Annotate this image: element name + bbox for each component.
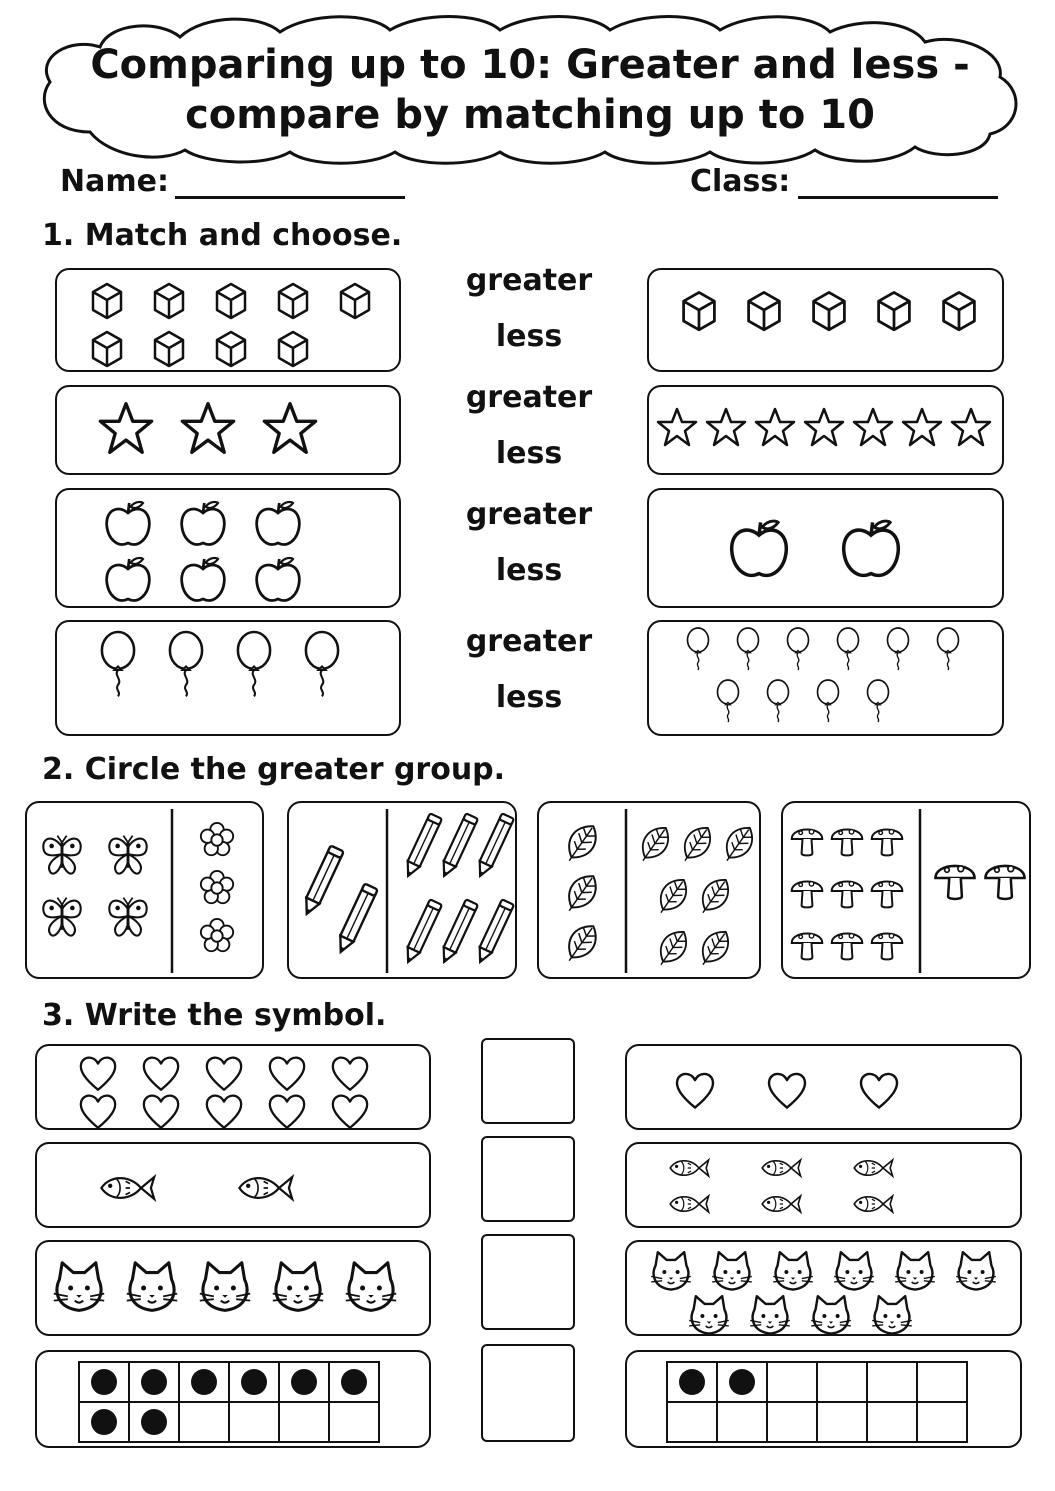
apple-icon bbox=[107, 502, 150, 544]
cat-icon bbox=[127, 1263, 177, 1311]
counter-dot bbox=[91, 1409, 117, 1435]
balloon-icon bbox=[768, 680, 789, 722]
star-icon bbox=[182, 404, 233, 453]
ten-frame-icon bbox=[667, 1362, 967, 1442]
balloon-icon bbox=[688, 628, 709, 670]
right-group-box-1 bbox=[647, 268, 1004, 372]
cat-icon bbox=[273, 1263, 323, 1311]
compare-panel-1 bbox=[25, 801, 264, 979]
section-1-heading: 1. Match and choose. bbox=[42, 218, 403, 253]
cat-icon bbox=[895, 1252, 935, 1289]
ten-frame-icon bbox=[79, 1362, 379, 1442]
mushroom-icon bbox=[872, 830, 903, 856]
cat-icon bbox=[712, 1252, 752, 1289]
counter-dot bbox=[679, 1369, 705, 1395]
star-icon bbox=[658, 409, 696, 445]
star-icon bbox=[264, 404, 315, 453]
compare-panel-2 bbox=[287, 801, 517, 979]
apple-icon bbox=[107, 558, 150, 600]
cube-icon bbox=[93, 284, 121, 318]
leaf-icon bbox=[694, 925, 736, 971]
heart-icon bbox=[333, 1058, 367, 1090]
star-icon bbox=[805, 409, 843, 445]
cat-icon bbox=[346, 1263, 396, 1311]
cat-icon bbox=[689, 1296, 729, 1333]
symbol-left-box-4 bbox=[35, 1350, 431, 1448]
left-group-box-4 bbox=[55, 620, 401, 736]
balloon-icon bbox=[102, 632, 134, 696]
cube-icon bbox=[341, 284, 369, 318]
heart-icon bbox=[207, 1096, 241, 1128]
section-2-heading: 2. Circle the greater group. bbox=[42, 752, 506, 787]
symbol-answer-box-1[interactable] bbox=[481, 1038, 575, 1124]
mushroom-icon bbox=[872, 882, 903, 908]
compare-panel-3 bbox=[537, 801, 761, 979]
option-less-1[interactable]: less bbox=[495, 319, 563, 354]
option-greater-2[interactable]: greater bbox=[465, 380, 593, 415]
symbol-answer-box-2[interactable] bbox=[481, 1136, 575, 1222]
balloon-icon bbox=[888, 628, 909, 670]
leaf-icon bbox=[694, 873, 736, 919]
symbol-right-box-2 bbox=[625, 1142, 1022, 1228]
cube-icon bbox=[684, 292, 715, 329]
symbol-left-box-3 bbox=[35, 1240, 431, 1336]
name-field[interactable] bbox=[175, 196, 405, 199]
pencil-icon bbox=[474, 899, 514, 964]
left-group-box-1 bbox=[55, 268, 401, 372]
heart-icon bbox=[333, 1096, 367, 1128]
cube-icon bbox=[279, 284, 307, 318]
symbol-right-box-3 bbox=[625, 1240, 1022, 1336]
pencil-icon bbox=[334, 884, 377, 955]
heart-icon bbox=[81, 1058, 115, 1090]
option-less-4[interactable]: less bbox=[495, 680, 563, 715]
mushroom-icon bbox=[792, 830, 823, 856]
pencil-icon bbox=[402, 813, 442, 878]
counter-dot bbox=[729, 1369, 755, 1395]
balloon-icon bbox=[306, 632, 338, 696]
mushroom-icon bbox=[985, 866, 1024, 899]
fish-icon bbox=[101, 1177, 154, 1199]
heart-icon bbox=[81, 1096, 115, 1128]
cube-icon bbox=[944, 292, 975, 329]
leaf-icon bbox=[634, 821, 676, 867]
heart-icon bbox=[270, 1058, 304, 1090]
fish-icon bbox=[670, 1160, 708, 1176]
fish-icon bbox=[854, 1196, 892, 1212]
mushroom-icon bbox=[832, 882, 863, 908]
apple-icon bbox=[182, 558, 225, 600]
fish-icon bbox=[670, 1196, 708, 1212]
counter-dot bbox=[291, 1369, 317, 1395]
cube-icon bbox=[749, 292, 780, 329]
counter-dot bbox=[91, 1369, 117, 1395]
right-group-box-3 bbox=[647, 488, 1004, 608]
left-group-box-3 bbox=[55, 488, 401, 608]
cube-icon bbox=[217, 332, 245, 366]
option-less-2[interactable]: less bbox=[495, 436, 563, 471]
cat-icon bbox=[750, 1296, 790, 1333]
apple-icon bbox=[257, 558, 300, 600]
heart-icon bbox=[144, 1096, 178, 1128]
cube-icon bbox=[155, 332, 183, 366]
fish-icon bbox=[762, 1160, 800, 1176]
balloon-icon bbox=[718, 680, 739, 722]
balloon-icon bbox=[238, 632, 270, 696]
pencil-icon bbox=[402, 899, 442, 964]
butterfly-icon bbox=[43, 898, 80, 936]
leaf-icon bbox=[559, 869, 603, 917]
cube-icon bbox=[814, 292, 845, 329]
cube-icon bbox=[155, 284, 183, 318]
flower-icon bbox=[201, 919, 233, 951]
mushroom-icon bbox=[832, 934, 863, 960]
compare-panel-4 bbox=[781, 801, 1031, 979]
cat-icon bbox=[811, 1296, 851, 1333]
mushroom-icon bbox=[792, 934, 823, 960]
mushroom-icon bbox=[935, 866, 974, 899]
mushroom-icon bbox=[792, 882, 823, 908]
leaf-icon bbox=[676, 821, 718, 867]
counter-dot bbox=[241, 1369, 267, 1395]
cube-icon bbox=[217, 284, 245, 318]
title-line-2: compare by matching up to 10 bbox=[185, 92, 875, 138]
balloon-icon bbox=[738, 628, 759, 670]
cat-icon bbox=[54, 1263, 104, 1311]
symbol-left-box-1 bbox=[35, 1044, 431, 1130]
cat-icon bbox=[200, 1263, 250, 1311]
title-line-1: Comparing up to 10: Greater and less - bbox=[90, 42, 970, 88]
fish-icon bbox=[762, 1196, 800, 1212]
cat-icon bbox=[773, 1252, 813, 1289]
symbol-answer-box-3[interactable] bbox=[481, 1234, 575, 1330]
leaf-icon bbox=[559, 919, 603, 967]
heart-icon bbox=[677, 1074, 713, 1108]
flower-icon bbox=[201, 823, 233, 855]
balloon-icon bbox=[818, 680, 839, 722]
fish-icon bbox=[854, 1160, 892, 1176]
counter-dot bbox=[191, 1369, 217, 1395]
right-group-box-2 bbox=[647, 385, 1004, 475]
cat-icon bbox=[834, 1252, 874, 1289]
butterfly-icon bbox=[109, 836, 146, 874]
leaf-icon bbox=[559, 819, 603, 867]
balloon-icon bbox=[868, 680, 889, 722]
star-icon bbox=[952, 409, 990, 445]
mushroom-icon bbox=[872, 934, 903, 960]
heart-icon bbox=[207, 1058, 241, 1090]
pencil-icon bbox=[300, 846, 343, 917]
class-field[interactable] bbox=[798, 196, 998, 199]
balloon-icon bbox=[170, 632, 202, 696]
section-3-heading: 3. Write the symbol. bbox=[42, 998, 387, 1033]
counter-dot bbox=[141, 1369, 167, 1395]
apple-icon bbox=[182, 502, 225, 544]
leaf-icon bbox=[652, 873, 694, 919]
symbol-right-box-1 bbox=[625, 1044, 1022, 1130]
cat-icon bbox=[651, 1252, 691, 1289]
cube-icon bbox=[879, 292, 910, 329]
balloon-icon bbox=[938, 628, 959, 670]
balloon-icon bbox=[788, 628, 809, 670]
mushroom-icon bbox=[832, 830, 863, 856]
cube-icon bbox=[279, 332, 307, 366]
butterfly-icon bbox=[109, 898, 146, 936]
fish-icon bbox=[239, 1177, 292, 1199]
star-icon bbox=[756, 409, 794, 445]
cat-icon bbox=[956, 1252, 996, 1289]
title-banner bbox=[30, 12, 1030, 162]
butterfly-icon bbox=[43, 836, 80, 874]
apple-icon bbox=[257, 502, 300, 544]
option-greater-1[interactable]: greater bbox=[465, 263, 593, 298]
heart-icon bbox=[144, 1058, 178, 1090]
option-less-3[interactable]: less bbox=[495, 553, 563, 588]
symbol-right-box-4 bbox=[625, 1350, 1022, 1448]
star-icon bbox=[903, 409, 941, 445]
star-icon bbox=[854, 409, 892, 445]
class-label: Class: bbox=[690, 164, 791, 199]
heart-icon bbox=[861, 1074, 897, 1108]
name-label: Name: bbox=[60, 164, 169, 199]
symbol-left-box-2 bbox=[35, 1142, 431, 1228]
leaf-icon bbox=[652, 925, 694, 971]
symbol-answer-box-4[interactable] bbox=[481, 1344, 575, 1442]
right-group-box-4 bbox=[647, 620, 1004, 736]
leaf-icon bbox=[718, 821, 760, 867]
star-icon bbox=[100, 404, 151, 453]
pencil-icon bbox=[438, 813, 478, 878]
option-greater-3[interactable]: greater bbox=[465, 497, 593, 532]
cat-icon bbox=[872, 1296, 912, 1333]
pencil-icon bbox=[438, 899, 478, 964]
heart-icon bbox=[270, 1096, 304, 1128]
flower-icon bbox=[201, 871, 233, 903]
star-icon bbox=[707, 409, 745, 445]
counter-dot bbox=[141, 1409, 167, 1435]
heart-icon bbox=[769, 1074, 805, 1108]
pencil-icon bbox=[474, 813, 514, 878]
apple-icon bbox=[844, 521, 899, 575]
apple-icon bbox=[732, 521, 787, 575]
counter-dot bbox=[341, 1369, 367, 1395]
option-greater-4[interactable]: greater bbox=[465, 624, 593, 659]
cube-icon bbox=[93, 332, 121, 366]
left-group-box-2 bbox=[55, 385, 401, 475]
balloon-icon bbox=[838, 628, 859, 670]
